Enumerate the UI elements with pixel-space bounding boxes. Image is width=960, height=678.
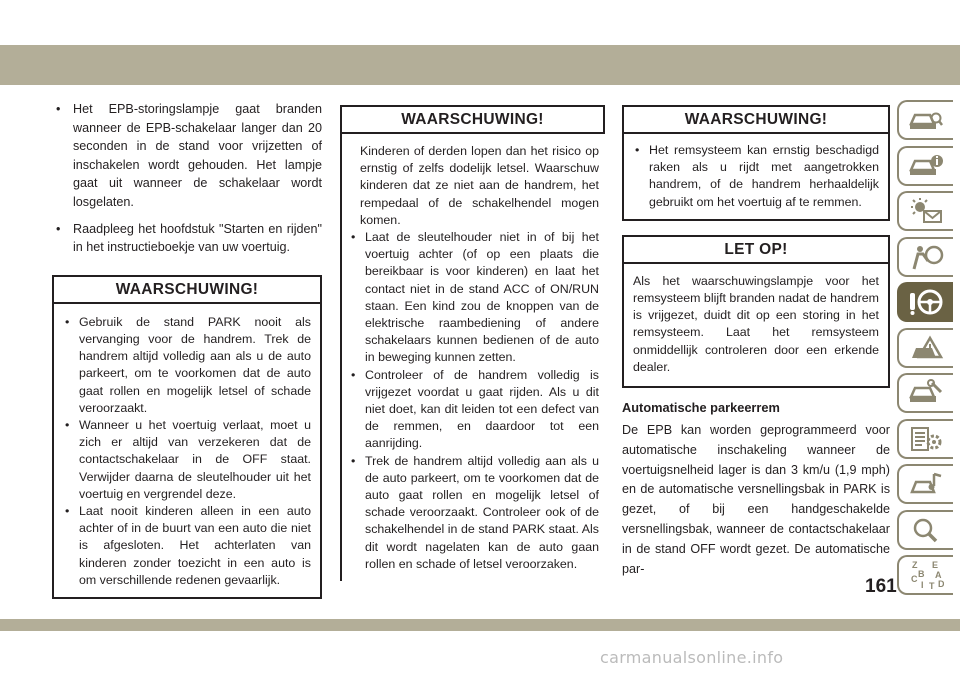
column-1 <box>52 100 322 599</box>
warning-bullet: • Controleer of de handrem volledig is vrijgezet voordat u gaat rijden. Als u dit niet doet, kan dit leiden tot een defect van de remmen, en daardoor tot een aanrijding. <box>348 367 599 453</box>
tab-instrument-panel[interactable] <box>897 191 953 231</box>
caution-text: Als het waarschuwingslampje voor het remsysteem blijft branden nadat de handrem is vrijgezet, duidt dit op een storing in het remsysteem. Laat het remsysteem onmiddellijk controleren door een erkende dealer. <box>633 273 879 374</box>
car-maintenance-icon <box>908 379 944 407</box>
column-2 <box>340 105 605 581</box>
watermark: carmanualsonline.info <box>600 648 784 667</box>
caution-title: LET OP! <box>624 237 888 264</box>
warning-bullet: • Laat nooit kinderen alleen in een auto achter of in de buurt van een auto die niet is afgesloten. Het achterlaten van kinderen zonder toezicht in een auto is om verschillende redenen gevaarlijk. <box>62 503 311 589</box>
svg-text:I: I <box>921 580 924 590</box>
svg-text:E: E <box>932 560 939 570</box>
bullet-consult-manual: • Raadpleeg het hoofdstuk "Starten en rijden" in het instructieboekje van uw voertuig. <box>52 220 322 257</box>
search-icon <box>908 516 944 544</box>
specifications-checklist-icon <box>908 425 944 453</box>
footer-band <box>0 619 960 631</box>
chapter-tabs <box>897 100 960 601</box>
car-info-icon <box>908 152 944 180</box>
warning-intro: Kinderen of derden lopen dan het risico op ernstig of zelfs dodelijk letsel. Waarschuw kinderen dat ze niet aan de handrem, het rempedaal of de schakelhendel mogen komen. <box>360 144 599 227</box>
warning-box-3 <box>622 105 890 221</box>
tab-customer-assistance[interactable] <box>897 510 953 550</box>
warning-bullet: • Trek de handrem altijd volledig aan als u de auto parkeert, om te voorkomen dat de auto gaat rollen en mogelijk letsel of schade veroorzaakt. Controleer ook of de schakelhendel in de stand PARK staat. Als dit wordt nagelaten kan de auto gaan rollen en schade of letsel veroorzaken. <box>348 453 599 573</box>
index-alphabet-icon <box>908 559 944 591</box>
svg-text:A: A <box>935 570 942 580</box>
tab-index[interactable] <box>897 555 953 595</box>
warning-box-2 <box>340 105 605 581</box>
roadside-emergency-icon <box>908 334 944 362</box>
warning-bullet: • Het remsysteem kan ernstig beschadigd raken als u rijdt met aangetrokken handrem, of de handrem herhaaldelijk gebruikt om het voertuig af te remmen. <box>632 142 879 211</box>
warning-box-1 <box>52 275 322 599</box>
tab-safety[interactable] <box>897 237 953 277</box>
svg-text:C: C <box>911 574 918 584</box>
column-3 <box>622 105 890 579</box>
warning-bullet: • Laat de sleutelhouder niet in of bij het voertuig achter (of op een plaats die bereikbaar is voor kinderen) en laat het contact niet in de stand ACC of ON/RUN staan. Een kind zou de knoppen van de elektrische raambediening of andere schakelaars kunnen bedienen of de auto in beweging kunnen zetten. <box>348 229 599 367</box>
svg-text:D: D <box>938 579 944 589</box>
svg-text:T: T <box>929 581 935 591</box>
steering-wheel-key-icon <box>906 287 946 317</box>
warning-bullet: • Wanneer u het voertuig verlaat, moet u zich er altijd van verzekeren dat de contactschakelaar in de OFF staat. Verwijder daarna de sleutelhouder uit het voertuig en vergrendel deze. <box>62 417 311 503</box>
section-heading: Automatische parkeerrem <box>622 400 780 416</box>
warning-title: WAARSCHUWING! <box>624 107 888 134</box>
tab-getting-to-know-info[interactable] <box>897 146 953 186</box>
svg-text:Z: Z <box>912 560 918 570</box>
svg-text:B: B <box>918 569 925 579</box>
tab-multimedia[interactable] <box>897 464 953 504</box>
bullet-epb-lamp: • Het EPB-storingslampje gaat branden wanneer de EPB-schakelaar langer dan 20 seconden in de stand voor vrijzetten of inschakelen wordt gehouden. Het lampje gaat uit wanneer de schakelaar wordt losgelaten. <box>52 100 322 212</box>
airbag-safety-icon <box>908 243 944 271</box>
tab-technical-specifications[interactable] <box>897 419 953 459</box>
tab-servicing-and-maintenance[interactable] <box>897 373 953 413</box>
warning-light-message-icon <box>908 197 944 225</box>
tab-getting-to-know[interactable] <box>897 100 953 140</box>
header-band <box>0 45 960 85</box>
tab-starting-and-operating[interactable] <box>897 282 953 322</box>
caution-box <box>622 235 890 388</box>
section-paragraph: De EPB kan worden geprogrammeerd voor automatische inschakeling wanneer de voertuigsnelheid lager is dan 3 km/u (1,9 mph) en de automatische versnellingsbak in PARK is gezet, of bij een handgeschakelde versnellingsbak, wanneer de contactschakelaar in de stand OFF wordt gezet. De automatische par- <box>622 423 890 576</box>
page-number: 161 <box>865 576 897 597</box>
tab-in-case-of-emergency[interactable] <box>897 328 953 368</box>
warning-title: WAARSCHUWING! <box>54 277 320 304</box>
warning-bullet: • Gebruik de stand PARK nooit als vervanging voor de handrem. Trek de handrem altijd volledig aan als u de auto parkeert, om te voorkomen dat de auto gaat rollen en mogelijk letsel of schade veroorzaakt. <box>62 314 311 417</box>
multimedia-music-icon <box>908 470 944 498</box>
car-search-icon <box>908 106 944 134</box>
warning-title: WAARSCHUWING! <box>342 105 605 134</box>
